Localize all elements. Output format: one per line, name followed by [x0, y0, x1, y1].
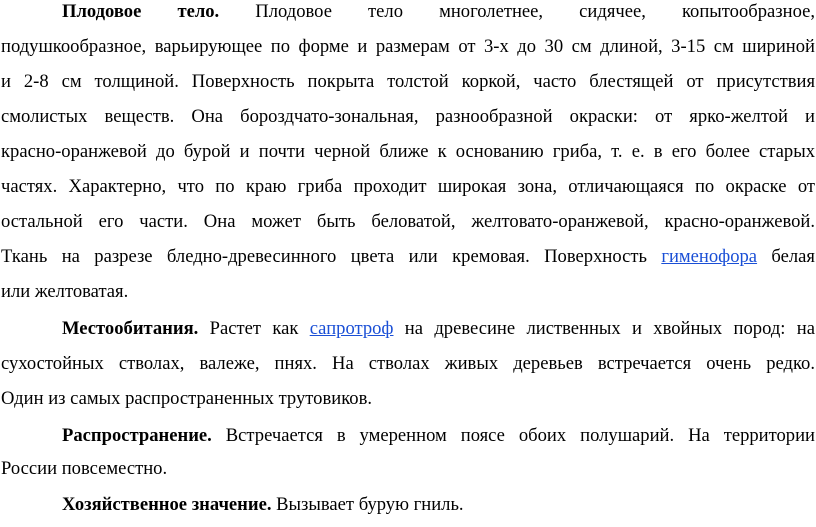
line-text: смолистых веществ. Она бороздчато-зональная, разнообразной окраски: от ярко-желтой и [1, 106, 815, 127]
line-text: Ткань на разрезе бледно-древесинного цвета или кремовая. Поверхность [1, 246, 662, 267]
paragraph-line [1, 454, 815, 484]
saprotroph-link[interactable]: сапротроф [309, 318, 394, 339]
line-text: красно-оранжевой до бурой и почти черной ближе к основанию гриба, т. е. в его более старых [1, 141, 815, 162]
paragraph-line [1, 384, 815, 414]
line-text: частях. Характерно, что по краю гриба проходит широкая зона, отличающаяся по окраске от [1, 176, 815, 197]
paragraph-line [62, 421, 815, 451]
line-text: сухостойных стволах, валеже, пнях. На стволах живых деревьев встречается очень редко. [1, 353, 815, 374]
section-heading-distribution: Распространение. [62, 425, 226, 446]
line-text: на древесине лиственных и хвойных пород: на [393, 318, 815, 339]
line-text: остальной его части. Она может быть беловатой, желтовато-оранжевой, красно-оранжевой. [1, 211, 815, 232]
paragraph-line [1, 242, 815, 272]
line-text: России повсеместно. [1, 458, 168, 479]
line-text: Вызывает бурую гниль. [276, 494, 464, 515]
paragraph-line [1, 172, 815, 202]
paragraph-line [62, 314, 815, 344]
paragraph-line [1, 32, 815, 62]
paragraph-line [62, 0, 815, 27]
line-text: и 2-8 см толщиной. Поверхность покрыта толстой коркой, часто блестящей от присутствия [1, 71, 815, 92]
section-heading-habitat: Местообитания. [62, 318, 210, 339]
line-text: или желтоватая. [1, 281, 129, 302]
section-heading-economic-value: Хозяйственное значение. [62, 494, 277, 515]
paragraph-line [1, 67, 815, 97]
line-text: Встречается в умеренном поясе обоих полушарий. На территории [225, 425, 815, 446]
line-text: белая [757, 246, 815, 267]
paragraph-line [1, 102, 815, 132]
line-text: Плодовое тело многолетнее, сидячее, копытообразное, [255, 1, 815, 22]
paragraph-line [1, 277, 815, 307]
line-text: подушкообразное, варьирующее по форме и размерам от 3-х до 30 см длиной, 3-15 см шириной [1, 36, 815, 57]
paragraph-line [1, 207, 815, 237]
hymenophore-link[interactable]: гименофора [661, 246, 758, 267]
line-text: Растет как [209, 318, 310, 339]
paragraph-line [62, 490, 815, 520]
line-text: Один из самых распространенных трутовиков. [1, 388, 373, 409]
paragraph-line [1, 349, 815, 379]
section-heading-fruit-body: Плодовое тело. [62, 1, 256, 22]
paragraph-line [1, 137, 815, 167]
